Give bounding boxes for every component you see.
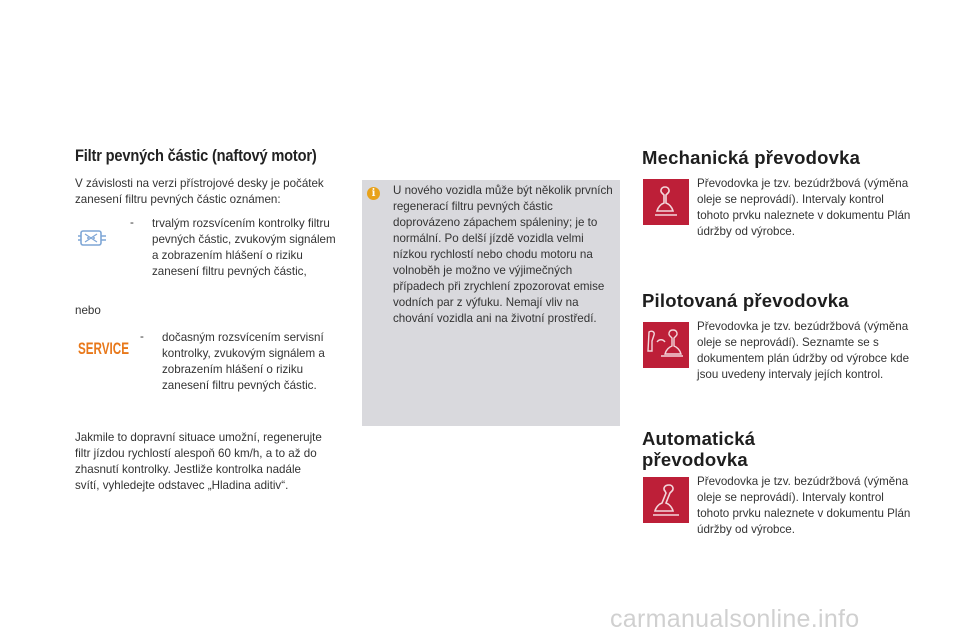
automatic-gearbox-title: Automatická převodovka xyxy=(642,428,756,470)
manual-gearbox-icon xyxy=(643,179,689,225)
automatic-gearbox-icon xyxy=(643,477,689,523)
robotised-gearbox-text: Převodovka je tzv. bezúdržbová (výměna oleje se neprovádí). Seznamte se s dokumentem plán údržby od výrobce kde jsou uvedeny intervaly jejích kontrol. xyxy=(697,320,910,381)
dpf-intro: V závislosti na verzi přístrojové desky je počátek zanesení filtru pevných částic oznámen: xyxy=(75,177,324,206)
service-label: SERVICE xyxy=(78,340,129,358)
dpf-title: Filtr pevných částic (naftový motor) xyxy=(75,146,317,165)
service-warning-icon xyxy=(78,338,130,358)
or-text: nebo xyxy=(75,304,101,317)
info-icon: i xyxy=(367,187,380,200)
manual-gearbox-text: Převodovka je tzv. bezúdržbová (výměna oleje se neprovádí). Intervaly kontrol tohoto prvku naleznete v dokumentu Plán údržby od výrobce. xyxy=(697,177,911,238)
list-dash: - xyxy=(130,216,134,229)
particle-filter-warning-icon xyxy=(78,227,106,249)
watermark: carmanualsonline.info xyxy=(610,605,860,633)
dpf-item-2: dočasným rozsvícením servisní kontrolky, zvukovým signálem a zobrazením hlášení o riziku zanesení filtru pevných částic. xyxy=(162,331,325,392)
dpf-closing: Jakmile to dopravní situace umožní, regenerujte filtr jízdou rychlostí alespoň 60 km/h, a to až do zhasnutí kontrolky. Jestliže kontrolka nadále svítí, vyhledejte odstavec „Hladina aditiv“. xyxy=(75,431,322,492)
dpf-item-1: trvalým rozsvícením kontrolky filtru pevných částic, zvukovým signálem a zobrazením hlášení o riziku zanesení filtru pevných částic, xyxy=(152,217,336,278)
manual-gearbox-title: Mechanická převodovka xyxy=(642,147,861,168)
robotised-gearbox-icon xyxy=(643,322,689,368)
robotised-gearbox-title: Pilotovaná převodovka xyxy=(642,290,849,311)
list-dash: - xyxy=(140,330,144,343)
automatic-gearbox-text: Převodovka je tzv. bezúdržbová (výměna oleje se neprovádí). Intervaly kontrol tohoto prvku naleznete v dokumentu Plán údržby od výrobce. xyxy=(697,475,911,536)
info-text: U nového vozidla může být několik prvních regenerací filtru pevných částic doprovázeno zápachem spáleniny; je to normální. Po delší jízdě vozidla velmi nízkou rychlostí nebo chodu motoru na volnoběh je možno ve výjimečných případech při zrychlení zpozorovat emise vodních par z výfuku. Nemají vliv na chování vozidla ani na životní prostředí. xyxy=(393,184,613,325)
